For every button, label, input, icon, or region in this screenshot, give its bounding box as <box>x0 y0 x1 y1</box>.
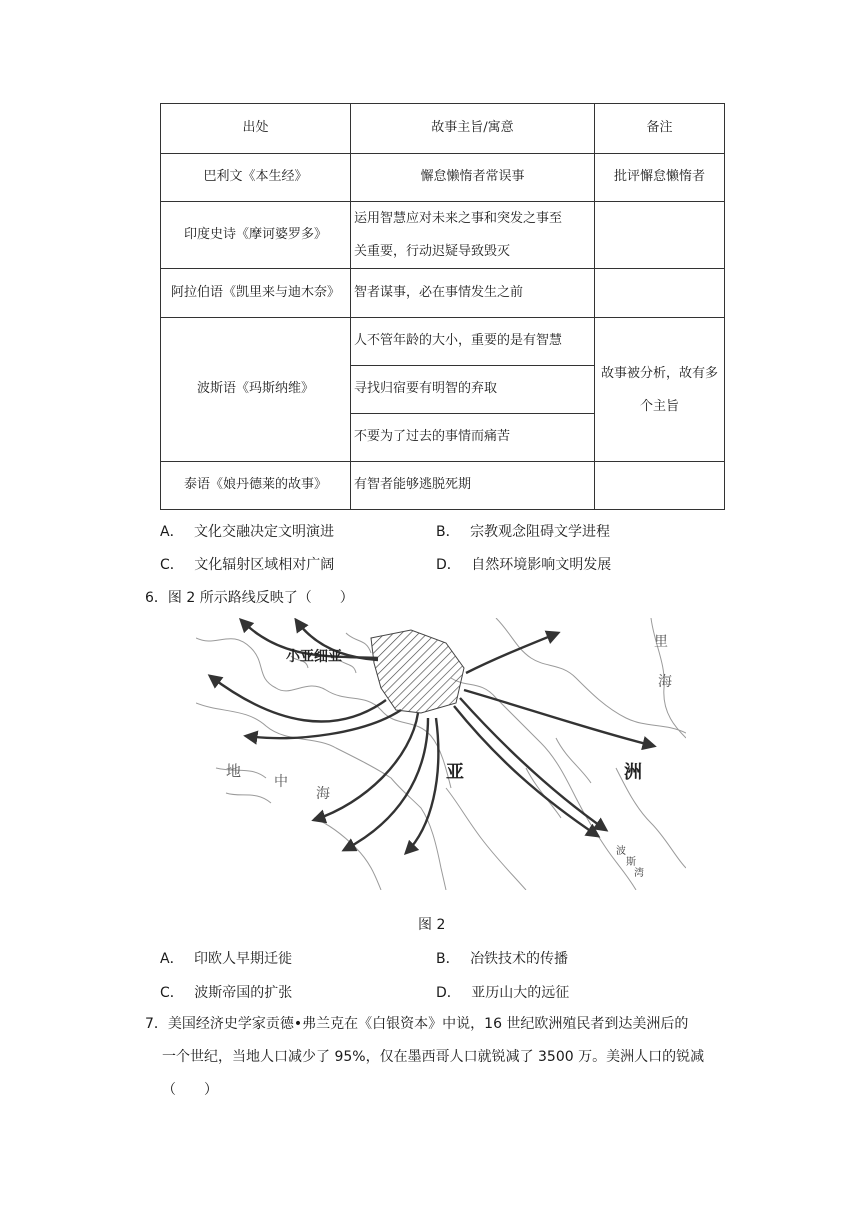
option-text: 文化辐射区域相对广阔 <box>194 557 335 573</box>
q7-stem <box>145 1008 704 1107</box>
map-label: 亚 <box>446 762 464 783</box>
row-source: 巴利文《本生经》 <box>161 154 351 202</box>
option-key: A． <box>160 524 184 540</box>
row-note <box>595 318 725 462</box>
option-text: 亚历山大的远征 <box>471 985 570 1001</box>
header-source: 出处 <box>161 104 351 154</box>
table-row <box>161 318 725 366</box>
row-theme: 有智者能够逃脱死期 <box>351 462 595 510</box>
map-label: 波 <box>616 846 626 857</box>
q6-option-a[interactable] <box>160 948 292 968</box>
q5-option-c[interactable] <box>160 554 334 574</box>
row-note-line: 故事被分析，故有多 <box>600 365 718 381</box>
map-label: 洲 <box>624 762 642 783</box>
q5-option-d[interactable] <box>436 554 611 574</box>
row-theme: 寻找归宿要有明智的弃取 <box>351 366 595 414</box>
q6-stem: 6．图 2 所示路线反映了（ ） <box>145 590 354 606</box>
row-theme: 懈怠懒惰者常误事 <box>351 154 595 202</box>
option-text: 文化交融决定文明演进 <box>194 524 335 540</box>
option-text: 自然环境影响文明发展 <box>471 557 612 573</box>
row-note: 批评懈怠懒惰者 <box>595 154 725 202</box>
option-text: 宗教观念阻碍文学进程 <box>470 524 611 540</box>
row-theme: 不要为了过去的事情而痛苦 <box>351 414 595 462</box>
table-row <box>161 462 725 510</box>
row-note <box>595 202 725 269</box>
option-key: D． <box>436 985 461 1001</box>
row-theme: 智者谋事，必在事情发生之前 <box>351 269 595 318</box>
map-label: 里 <box>654 634 668 650</box>
option-key: B． <box>436 524 460 540</box>
q7-answer-blank: （ ） <box>162 1082 218 1098</box>
row-source: 阿拉伯语《凯里来与迪木奈》 <box>161 269 351 318</box>
option-key: C． <box>160 985 184 1001</box>
q6-option-c[interactable] <box>160 982 292 1002</box>
q7-line: 一个世纪，当地人口减少了 95%，仅在墨西哥人口就锐减了 3500 万。美洲人口的锐减 <box>162 1049 705 1065</box>
row-note <box>595 462 725 510</box>
row-theme-line: 关重要，行动迟疑导致毁灭 <box>354 244 511 259</box>
story-table <box>160 103 725 510</box>
row-theme <box>351 202 595 269</box>
option-text: 印欧人早期迁徙 <box>194 951 293 967</box>
row-source: 泰语《娘丹德莱的故事》 <box>161 462 351 510</box>
map-label: 湾 <box>634 868 644 879</box>
figure-caption: 图 2 <box>418 917 446 933</box>
table-row <box>161 269 725 318</box>
option-text: 冶铁技术的传播 <box>470 951 569 967</box>
map-label: 斯 <box>626 857 636 868</box>
table-header-row <box>161 104 725 154</box>
row-theme: 人不管年龄的大小，重要的是有智慧 <box>351 318 595 366</box>
map-label: 海 <box>658 674 672 690</box>
map-label: 地 <box>226 762 242 780</box>
row-theme-line: 运用智慧应对未来之事和突发之事至 <box>354 211 563 226</box>
option-key: A． <box>160 951 184 967</box>
q5-option-a[interactable] <box>160 521 334 541</box>
row-source: 印度史诗《摩诃婆罗多》 <box>161 202 351 269</box>
route-map <box>196 618 686 890</box>
table-row <box>161 154 725 202</box>
option-key: D． <box>436 557 461 573</box>
option-key: B． <box>436 951 460 967</box>
q6-option-d[interactable] <box>436 982 569 1002</box>
header-note: 备注 <box>595 104 725 154</box>
option-text: 波斯帝国的扩张 <box>194 985 293 1001</box>
q5-option-b[interactable] <box>436 521 610 541</box>
row-source: 波斯语《玛斯纳维》 <box>161 318 351 462</box>
q6-option-b[interactable] <box>436 948 568 968</box>
map-label: 中 <box>274 774 288 790</box>
option-key: C． <box>160 557 184 573</box>
row-note-line: 个主旨 <box>639 398 679 414</box>
q7-line: 7．美国经济史学家贡德•弗兰克在《白银资本》中说，16 世纪欧洲殖民者到达美洲后的 <box>145 1016 689 1032</box>
map-label: 小亚细亚 <box>286 649 342 665</box>
header-theme: 故事主旨/寓意 <box>351 104 595 154</box>
row-note <box>595 269 725 318</box>
map-label: 海 <box>316 786 330 802</box>
table-row <box>161 202 725 269</box>
